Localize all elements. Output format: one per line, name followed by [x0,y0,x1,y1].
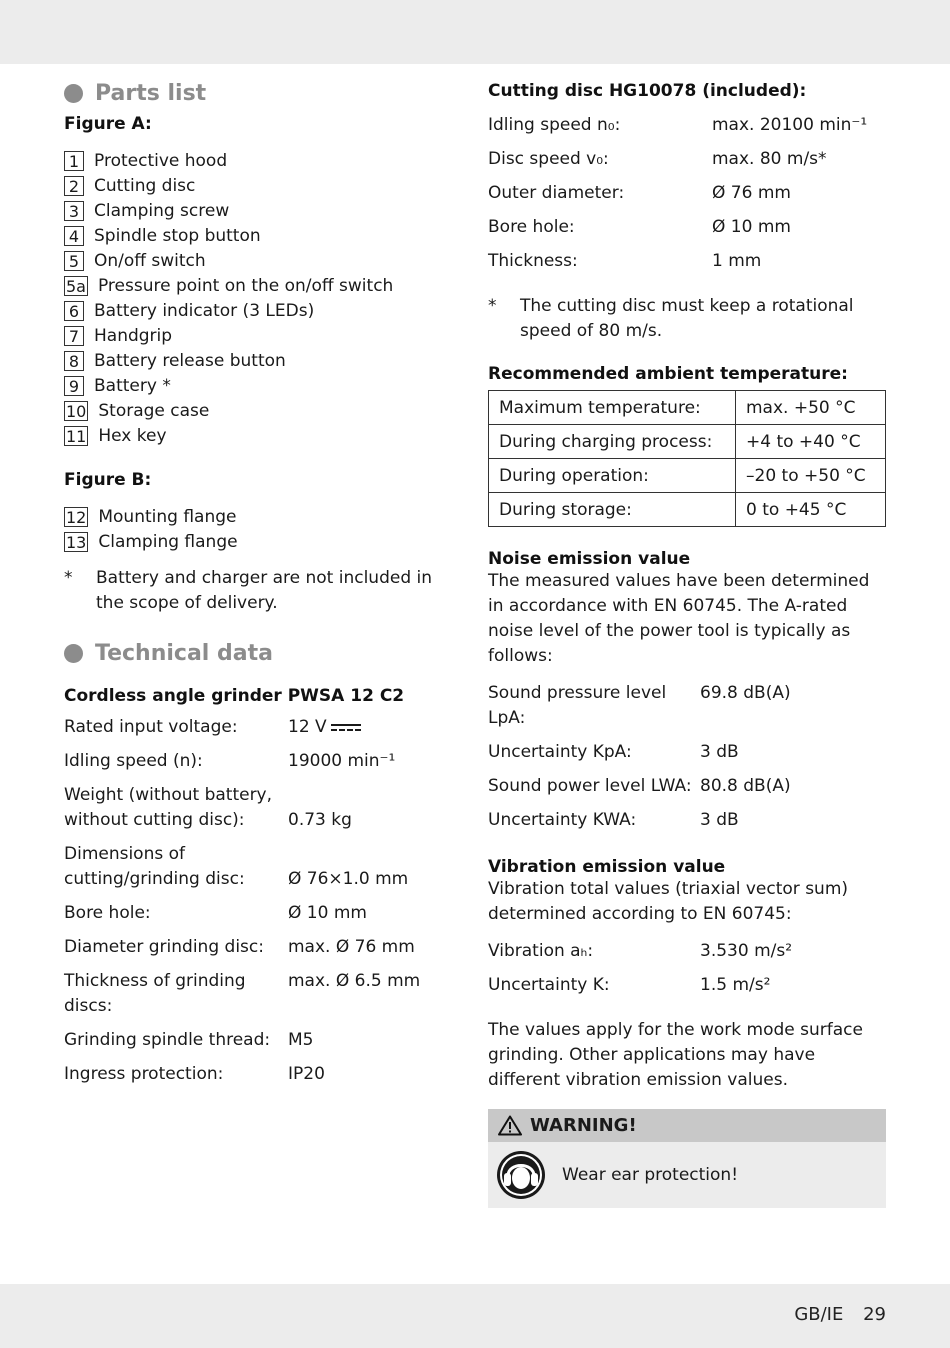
part-label: Mounting flange [98,506,237,527]
part-label: Hex key [98,425,167,446]
temperature-range: 0 to +45 °C [736,493,886,527]
page-footer [794,1304,886,1325]
spec-value-text: IP20 [288,1064,325,1084]
spec-row [64,1028,439,1053]
left-column [64,78,439,1087]
spec-value: 3 dB [700,742,739,762]
vibration-closing-text: The values apply for the work mode surface grinding. Other applications may have different vibration emission values. [488,1020,863,1090]
spec-value-text: M5 [288,1030,314,1050]
noise-heading: Noise emission value [488,549,691,569]
cutting-disc-heading: Cutting disc HG10078 (included): [488,81,807,101]
figure-a-parts-list [64,148,439,448]
part-number: 6 [64,301,84,321]
part-item [64,423,439,448]
page-number: 29 [863,1304,886,1325]
spec-key: Weight (without battery, without cutting disc): [64,785,273,830]
temperature-range: +4 to +40 °C [736,425,886,459]
vibration-rows [488,939,886,998]
spec-row [488,113,886,138]
spec-row [64,842,439,892]
spec-value: Ø 76 mm [712,183,791,203]
spec-value [288,1062,439,1087]
temperature-row [489,459,886,493]
part-number: 8 [64,351,84,371]
spec-row [488,808,886,833]
spec-row [64,901,439,926]
warning-box [488,1109,886,1208]
figure-a-title: Figure A: [64,114,152,134]
part-number: 5 [64,251,84,271]
spec-value: max. 80 m/s* [712,149,827,169]
noise-rows [488,681,886,833]
spec-key: Idling speed (n): [64,751,203,771]
spec-value: 3 dB [700,810,739,830]
part-item [64,223,439,248]
spec-key: Outer diameter: [488,183,625,203]
spec-value [288,867,439,892]
spec-key: Thickness of grinding discs: [64,971,246,1016]
part-label: Handgrip [94,325,173,346]
spec-key: Idling speed n₀: [488,115,621,135]
part-item [64,323,439,348]
temperature-range: max. +50 °C [736,391,886,425]
part-label: Cutting disc [94,175,196,196]
spec-key: Sound pressure level LpA: [488,683,667,728]
part-number: 3 [64,201,84,221]
spec-key: Diameter grinding disc: [64,937,264,957]
temperature-condition: During storage: [489,493,736,527]
grinder-heading: Cordless angle grinder PWSA 12 C2 [64,686,405,706]
spec-value: 80.8 dB(A) [700,776,791,796]
spec-value-text: 12 V [288,717,327,737]
technical-data-rows [64,715,439,1087]
spec-value-text: 0.73 kg [288,810,352,830]
part-item [64,198,439,223]
part-number: 4 [64,226,84,246]
cutting-disc-rows [488,113,886,274]
spec-key: Bore hole: [488,217,575,237]
spec-row [488,973,886,998]
spec-value: 3.530 m/s² [700,941,793,961]
spec-key: Thickness: [488,251,578,271]
part-item [64,348,439,373]
technical-data-title: Technical data [95,640,273,666]
spec-value [288,749,439,774]
spec-value [288,901,439,926]
part-label: Clamping flange [98,531,238,552]
part-number: 7 [64,326,84,346]
footnote-star: * [64,568,73,588]
spec-value [288,1028,439,1053]
spec-row [488,147,886,172]
spec-key: Rated input voltage: [64,717,238,737]
spec-key: Uncertainty KWA: [488,810,637,830]
temperature-condition: During operation: [489,459,736,493]
spec-row [488,939,886,964]
technical-data-heading [64,638,439,668]
spec-value [288,969,439,1019]
part-item [64,529,439,554]
footer-region: GB/IE [794,1304,844,1325]
part-item [64,273,439,298]
spec-row [64,715,439,740]
part-label: Storage case [98,400,210,421]
part-label: Battery release button [94,350,286,371]
spec-row [488,740,886,765]
part-item [64,398,439,423]
spec-value-text: Ø 76×1.0 mm [288,869,409,889]
spec-value-text: Ø 10 mm [288,903,367,923]
part-number: 11 [66,426,87,446]
warning-triangle-icon [498,1115,522,1136]
part-number: 12 [66,507,87,527]
part-label: Pressure point on the on/off switch [97,275,394,296]
footnote-star: * [488,296,497,316]
part-label: Battery * [94,375,171,396]
footnote-text: Battery and charger are not included in the scope of delivery. [96,568,433,613]
temperature-condition: During charging process: [489,425,736,459]
cutting-disc-footnote [488,294,886,344]
temperature-condition: Maximum temperature: [489,391,736,425]
parts-list-heading [64,78,439,108]
temperature-row [489,493,886,527]
part-number: 13 [66,532,87,552]
spec-row [64,749,439,774]
figure-b-title: Figure B: [64,470,152,490]
part-item [64,298,439,323]
spec-value: 1.5 m/s² [700,975,771,995]
spec-row [64,969,439,1019]
ambient-temperature-heading: Recommended ambient temperature: [488,364,848,384]
part-label: Battery indicator (3 LEDs) [94,300,315,321]
spec-value-text: max. Ø 6.5 mm [288,971,421,991]
part-label: Protective hood [94,150,228,171]
part-number: 2 [64,176,84,196]
noise-text: The measured values have been determined in accordance with EN 60745. The A-rated noise level of the power tool is typically as follows: [488,571,870,666]
spec-key: Grinding spindle thread: [64,1030,271,1050]
spec-row [488,774,886,799]
ambient-temperature-table [488,390,886,527]
part-item [64,173,439,198]
part-item [64,373,439,398]
part-item [64,504,439,529]
spec-row [64,783,439,833]
warning-header [488,1109,886,1142]
parts-footnote [64,566,439,616]
part-number: 1 [64,151,84,171]
footnote-text: The cutting disc must keep a rotational speed of 80 m/s. [520,296,854,341]
ear-protection-icon [496,1150,546,1200]
spec-value [288,715,439,740]
part-label: On/off switch [94,250,206,271]
temperature-row [489,425,886,459]
part-item [64,148,439,173]
spec-row [64,935,439,960]
bullet-dot-icon [64,84,83,103]
part-number: 9 [64,376,84,396]
spec-row [64,1062,439,1087]
spec-key: Bore hole: [64,903,151,923]
spec-key: Sound power level LWA: [488,776,692,796]
spec-key: Vibration aₕ: [488,941,594,961]
figure-b-parts-list [64,504,439,554]
spec-value: 1 mm [712,251,762,271]
right-column [488,78,886,1208]
spec-key: Uncertainty KpA: [488,742,632,762]
warning-body [488,1142,886,1208]
spec-value-text: max. Ø 76 mm [288,937,415,957]
vibration-text: Vibration total values (triaxial vector sum) determined according to EN 60745: [488,879,849,924]
vibration-heading: Vibration emission value [488,857,726,877]
part-label: Spindle stop button [94,225,261,246]
part-item [64,248,439,273]
spec-value-text: 19000 min⁻¹ [288,751,396,771]
spec-row [488,249,886,274]
spec-row [488,215,886,240]
spec-value [288,935,439,960]
spec-value: 69.8 dB(A) [700,683,791,703]
part-number: 5a [66,276,86,296]
spec-value [288,808,439,833]
temperature-range: –20 to +50 °C [736,459,886,493]
spec-key: Disc speed v₀: [488,149,609,169]
spec-row [488,181,886,206]
warning-label: WARNING! [530,1115,637,1136]
spec-row [488,681,886,731]
part-label: Clamping screw [94,200,230,221]
warning-text: Wear ear protection! [562,1165,739,1185]
spec-key: Uncertainty K: [488,975,610,995]
bullet-dot-icon [64,644,83,663]
direct-current-icon [331,722,361,732]
spec-key: Ingress protection: [64,1064,224,1084]
spec-key: Dimensions of cutting/grinding disc: [64,844,245,889]
part-number: 10 [66,401,87,421]
temperature-row [489,391,886,425]
spec-value: max. 20100 min⁻¹ [712,115,868,135]
parts-list-title: Parts list [95,80,207,106]
spec-value: Ø 10 mm [712,217,791,237]
top-band [0,0,950,64]
